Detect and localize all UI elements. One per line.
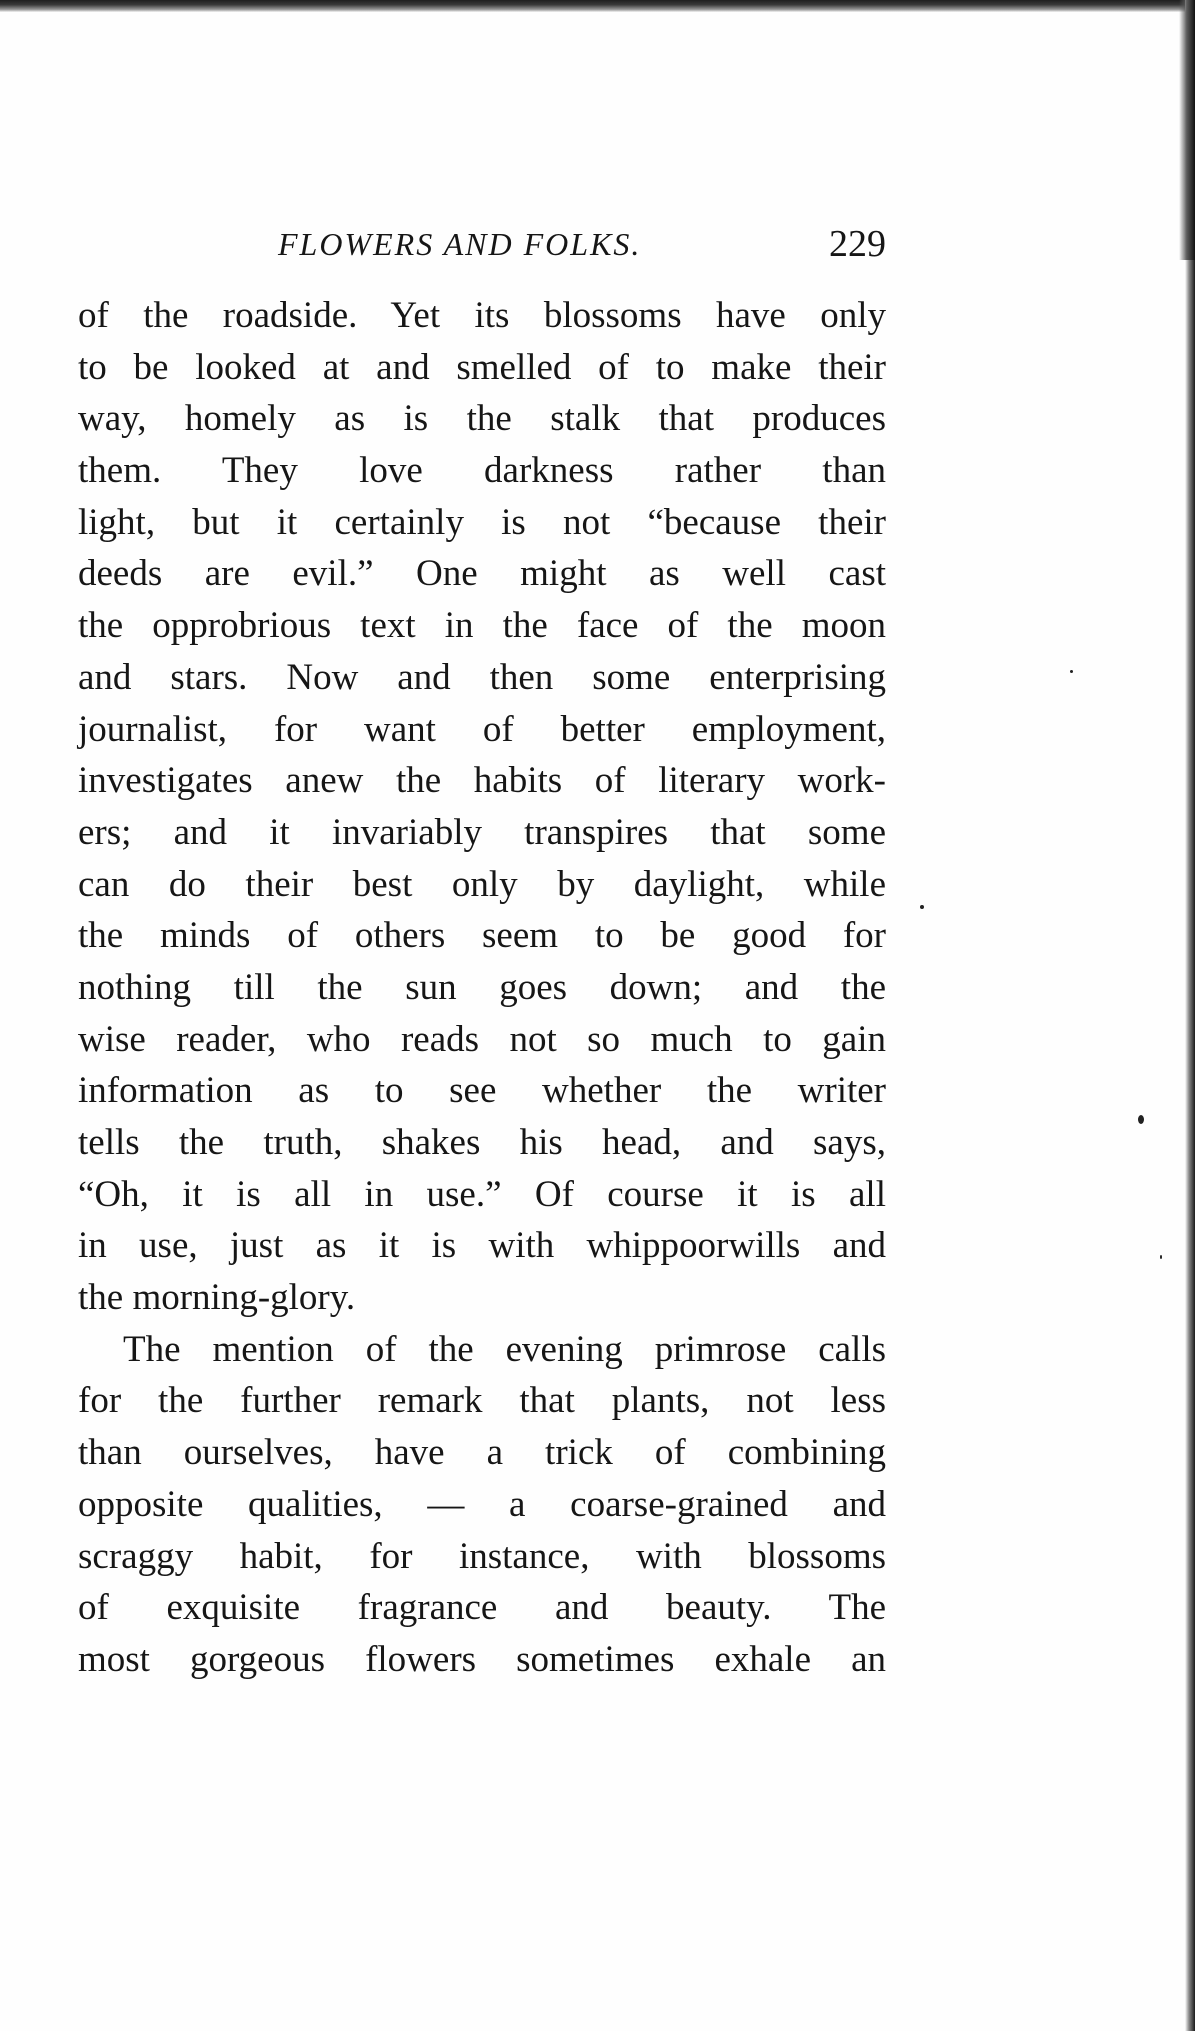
ink-speck (1138, 1115, 1144, 1124)
text-line: to be looked at and smelled of to make their (78, 346, 886, 388)
text-line: wise reader, who reads not so much to gain (78, 1018, 886, 1060)
running-title: FLOWERS AND FOLKS. (278, 226, 642, 262)
text-line: way, homely as is the stalk that produces (78, 398, 886, 440)
text-line: ers; and it invariably transpires that some (78, 811, 886, 853)
text-line: of exquisite fragrance and beauty. The (78, 1587, 886, 1629)
page-right-edge-dark-corner (1179, 0, 1195, 260)
body-text (78, 290, 886, 1686)
text-line: in use, just as it is with whippoorwills and (78, 1225, 886, 1267)
text-line: “Oh, it is all in use.” Of course it is all (78, 1173, 886, 1215)
text-line: of the roadside. Yet its blossoms have only (78, 295, 886, 336)
paragraph-2 (78, 1324, 886, 1686)
text-line: tells the truth, shakes his head, and says, (78, 1122, 886, 1163)
text-line: can do their best only by daylight, while (78, 863, 886, 905)
ink-speck (920, 905, 924, 909)
page-number: 229 (829, 223, 886, 265)
page-right-edge-shadow (1185, 0, 1195, 2031)
paragraph-1 (78, 290, 886, 1324)
text-line: and stars. Now and then some enterprising (78, 656, 886, 698)
page-top-edge-shadow (0, 0, 1195, 12)
text-line: than ourselves, have a trick of combining (78, 1432, 886, 1474)
ink-speck (1160, 1255, 1162, 1259)
text-line: information as to see whether the writer (78, 1070, 886, 1112)
text-line: for the further remark that plants, not less (78, 1380, 886, 1422)
text-line: them. They love darkness rather than (78, 450, 886, 492)
text-line: scraggy habit, for instance, with blossoms (78, 1535, 886, 1577)
text-line: light, but it certainly is not “because their (78, 501, 886, 543)
page-header (78, 222, 886, 272)
text-line: The mention of the evening primrose calls (123, 1328, 886, 1370)
ink-speck (1070, 670, 1073, 673)
text-line: opposite qualities, — a coarse-grained and (78, 1483, 886, 1525)
text-line: the opprobrious text in the face of the moon (78, 605, 886, 647)
text-line: investigates anew the habits of literary work- (78, 760, 886, 802)
text-line: the minds of others seem to be good for (78, 915, 886, 957)
text-line: deeds are evil.” One might as well cast (78, 553, 886, 595)
text-line: the morning-glory. (78, 1277, 356, 1319)
text-line: most gorgeous flowers sometimes exhale an (78, 1638, 886, 1680)
text-line: nothing till the sun goes down; and the (78, 966, 886, 1008)
text-line: journalist, for want of better employment, (78, 708, 886, 750)
